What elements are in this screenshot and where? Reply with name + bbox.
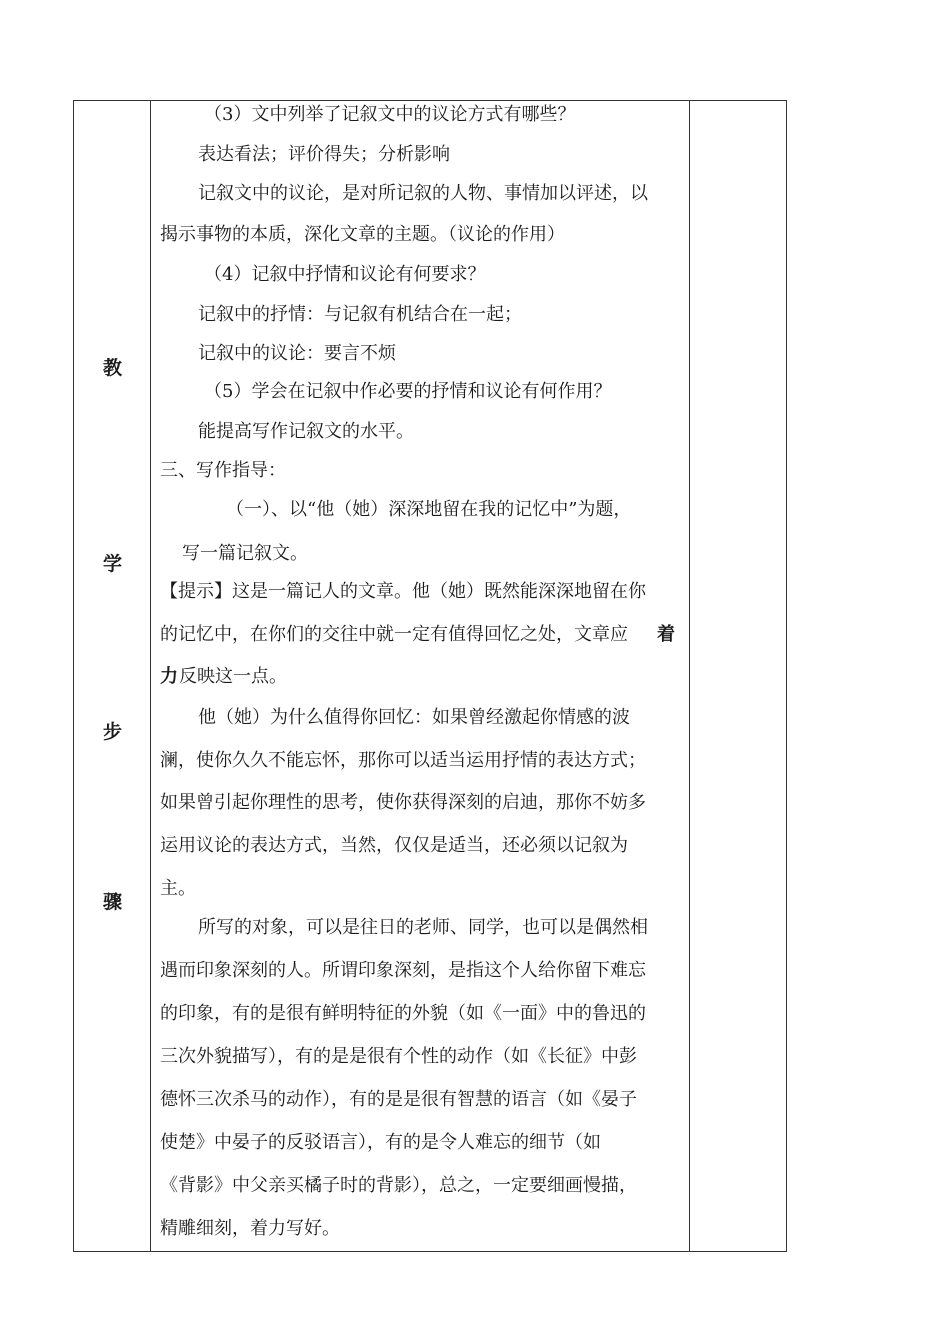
content-line: （4）记叙中抒情和议论有何要求？ — [204, 264, 486, 285]
content-line: 的印象，有的是很有鲜明特征的外貌（如《一面》中的鲁迅的 — [160, 1003, 646, 1024]
content-line: （5）学会在记叙中作必要的抒情和议论有何作用？ — [204, 381, 612, 402]
column-divider-right — [689, 101, 690, 1251]
content-line: 主。 — [160, 878, 196, 899]
content-line: 记叙中的议论：要言不烦 — [198, 343, 396, 364]
side-label-column — [74, 101, 151, 1251]
content-line: 使楚》中晏子的反驳语言），有的是令人难忘的细节（如 — [160, 1132, 601, 1153]
side-label-char: 教 — [102, 357, 122, 379]
content-line: 表达看法；评价得失；分析影响 — [198, 144, 450, 165]
content-line: （3）文中列举了记叙文中的议论方式有哪些？ — [204, 104, 576, 125]
content-line: （一）、以“他（她）深深地留在我的记忆中”为题， — [226, 499, 632, 520]
content-line: 的记忆中，在你们的交往中就一定有值得回忆之处，文章应 — [160, 624, 628, 645]
content-line: 他（她）为什么值得你回忆：如果曾经激起你情感的波 — [198, 707, 630, 728]
content-line: 遇而印象深刻的人。所谓印象深刻，是指这个人给你留下难忘 — [160, 960, 646, 981]
content-line: 【提示】这是一篇记人的文章。他（她）既然能深深地留在你 — [160, 581, 646, 602]
content-line: 记叙文中的议论，是对所记叙的人物、事情加以评述，以 — [198, 183, 648, 204]
section-heading: 三、写作指导： — [160, 460, 286, 481]
content-line: 揭示事物的本质，深化文章的主题。（议论的作用） — [160, 224, 565, 245]
content-line: 三次外貌描写），有的是是很有个性的动作（如《长征》中彭 — [160, 1046, 637, 1067]
emphasis-char: 力 — [160, 666, 178, 687]
emphasis-char: 着 — [657, 624, 675, 645]
content-line: 精雕细刻，着力写好。 — [160, 1218, 340, 1239]
content-line: 《背影》中父亲买橘子时的背影），总之，一定要细画慢描， — [160, 1175, 637, 1196]
content-line: 如果曾引起你理性的思考，使你获得深刻的启迪，那你不妨多 — [160, 792, 646, 813]
content-line: 澜，使你久久不能忘怀，那你可以适当运用抒情的表达方式； — [160, 750, 646, 771]
content-line: 写一篇记叙文。 — [182, 543, 308, 564]
content-line: 能提高写作记叙文的水平。 — [198, 421, 414, 442]
side-label-char: 步 — [102, 721, 122, 743]
lesson-table — [73, 100, 787, 1252]
side-label-char: 学 — [102, 553, 122, 575]
content-line: 德怀三次杀马的动作），有的是是很有智慧的语言（如《晏子 — [160, 1089, 637, 1110]
content-line: 运用议论的表达方式，当然，仅仅是适当，还必须以记叙为 — [160, 835, 628, 856]
content-line: 所写的对象，可以是往日的老师、同学，也可以是偶然相 — [198, 917, 648, 938]
content-line: 反映这一点。 — [179, 666, 287, 687]
side-label-char: 骤 — [102, 891, 122, 913]
content-line: 记叙中的抒情：与记叙有机结合在一起； — [198, 304, 522, 325]
